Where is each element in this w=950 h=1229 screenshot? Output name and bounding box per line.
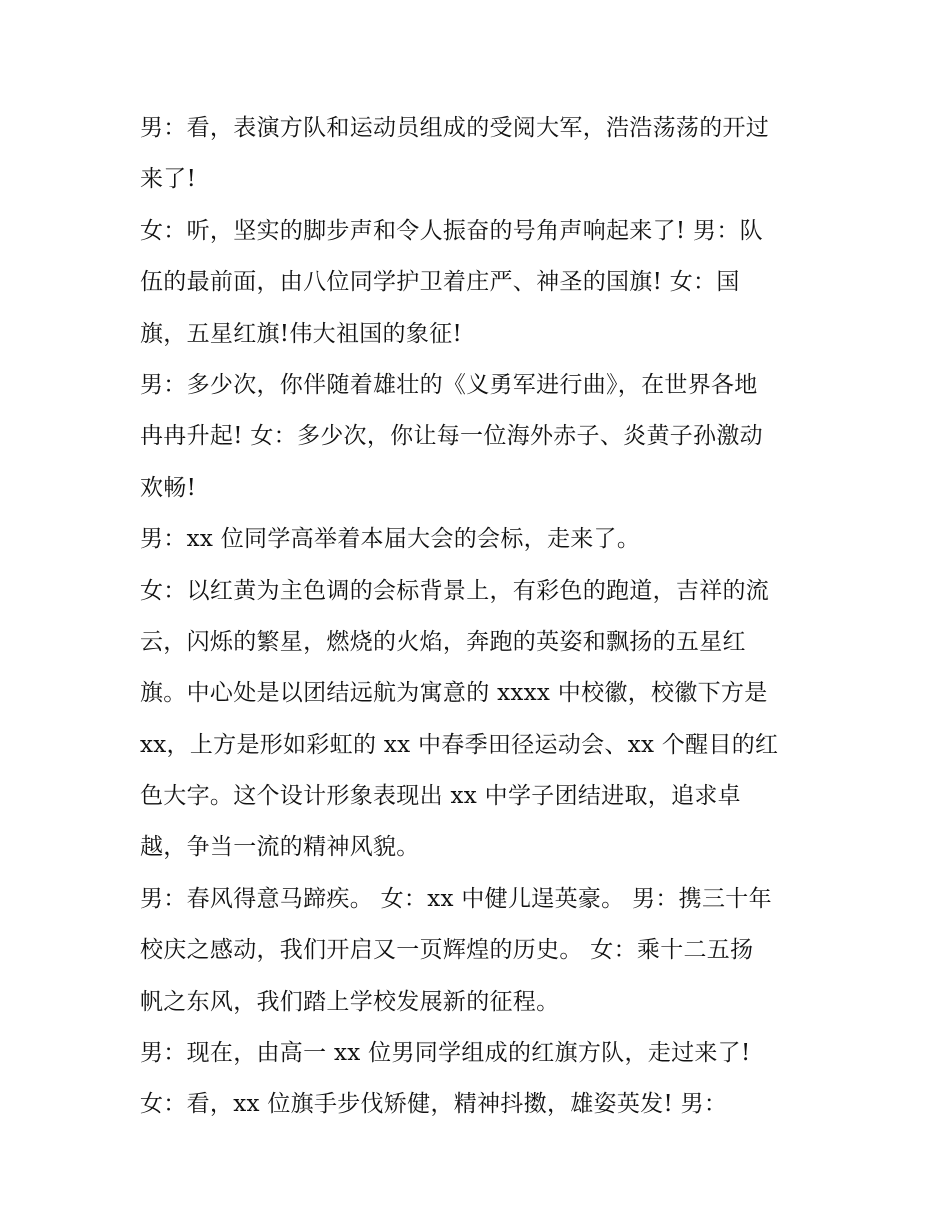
text-line: xx，上方是形如彩虹的 xx 中春季田径运动会、xx 个醒目的红 — [140, 731, 779, 758]
text-line: 男：现在，由高一 xx 位男同学组成的红旗方队，走过来了! — [140, 1040, 751, 1067]
text-line: 女：听，坚实的脚步声和令人振奋的号角声响起来了! 男：队 — [140, 217, 763, 244]
text-line: 男：看，表演方队和运动员组成的受阅大军，浩浩荡荡的开过 — [140, 115, 770, 141]
text-line: 校庆之感动，我们开启又一页辉煌的历史。 女：乘十二五扬 — [140, 937, 754, 964]
text-line: 男：春风得意马蹄疾。 女：xx 中健儿逞英豪。 男：携三十年 — [140, 885, 772, 912]
text-line: 色大字。这个设计形象表现出 xx 中学子团结进取，追求卓 — [140, 783, 741, 810]
text-line: 女：看，xx 位旗手步伐矫健，精神抖擞，雄姿英发! 男： — [140, 1091, 728, 1118]
text-line: 来了! — [140, 166, 197, 193]
text-line: 女：以红黄为主色调的会标背景上，有彩色的跑道，吉祥的流 — [140, 577, 770, 604]
text-line: 越，争当一流的精神风貌。 — [140, 834, 420, 861]
text-line: 男：多少次，你伴随着雄壮的《义勇军进行曲》，在世界各地 — [140, 371, 758, 398]
text-line: 旗。中心处是以团结远航为寓意的 xxxx 中校徽，校徽下方是 — [140, 680, 768, 707]
script-text-block — [140, 103, 830, 1131]
text-line: 伍的最前面，由八位同学护卫着庄严、神圣的国旗! 女：国 — [140, 269, 740, 296]
text-line: 云，闪烁的繁星，燃烧的火焰，奔跑的英姿和飘扬的五星红 — [140, 628, 746, 655]
text-line: 帆之东风，我们踏上学校发展新的征程。 — [140, 988, 560, 1015]
text-line: 旗，五星红旗!伟大祖国的象征! — [140, 320, 462, 347]
text-line: 冉冉升起! 女：多少次，你让每一位海外赤子、炎黄子孙激动 — [140, 423, 763, 450]
text-line: 男：xx 位同学高举着本届大会的会标，走来了。 — [140, 526, 641, 553]
text-line: 欢畅! — [140, 474, 197, 501]
